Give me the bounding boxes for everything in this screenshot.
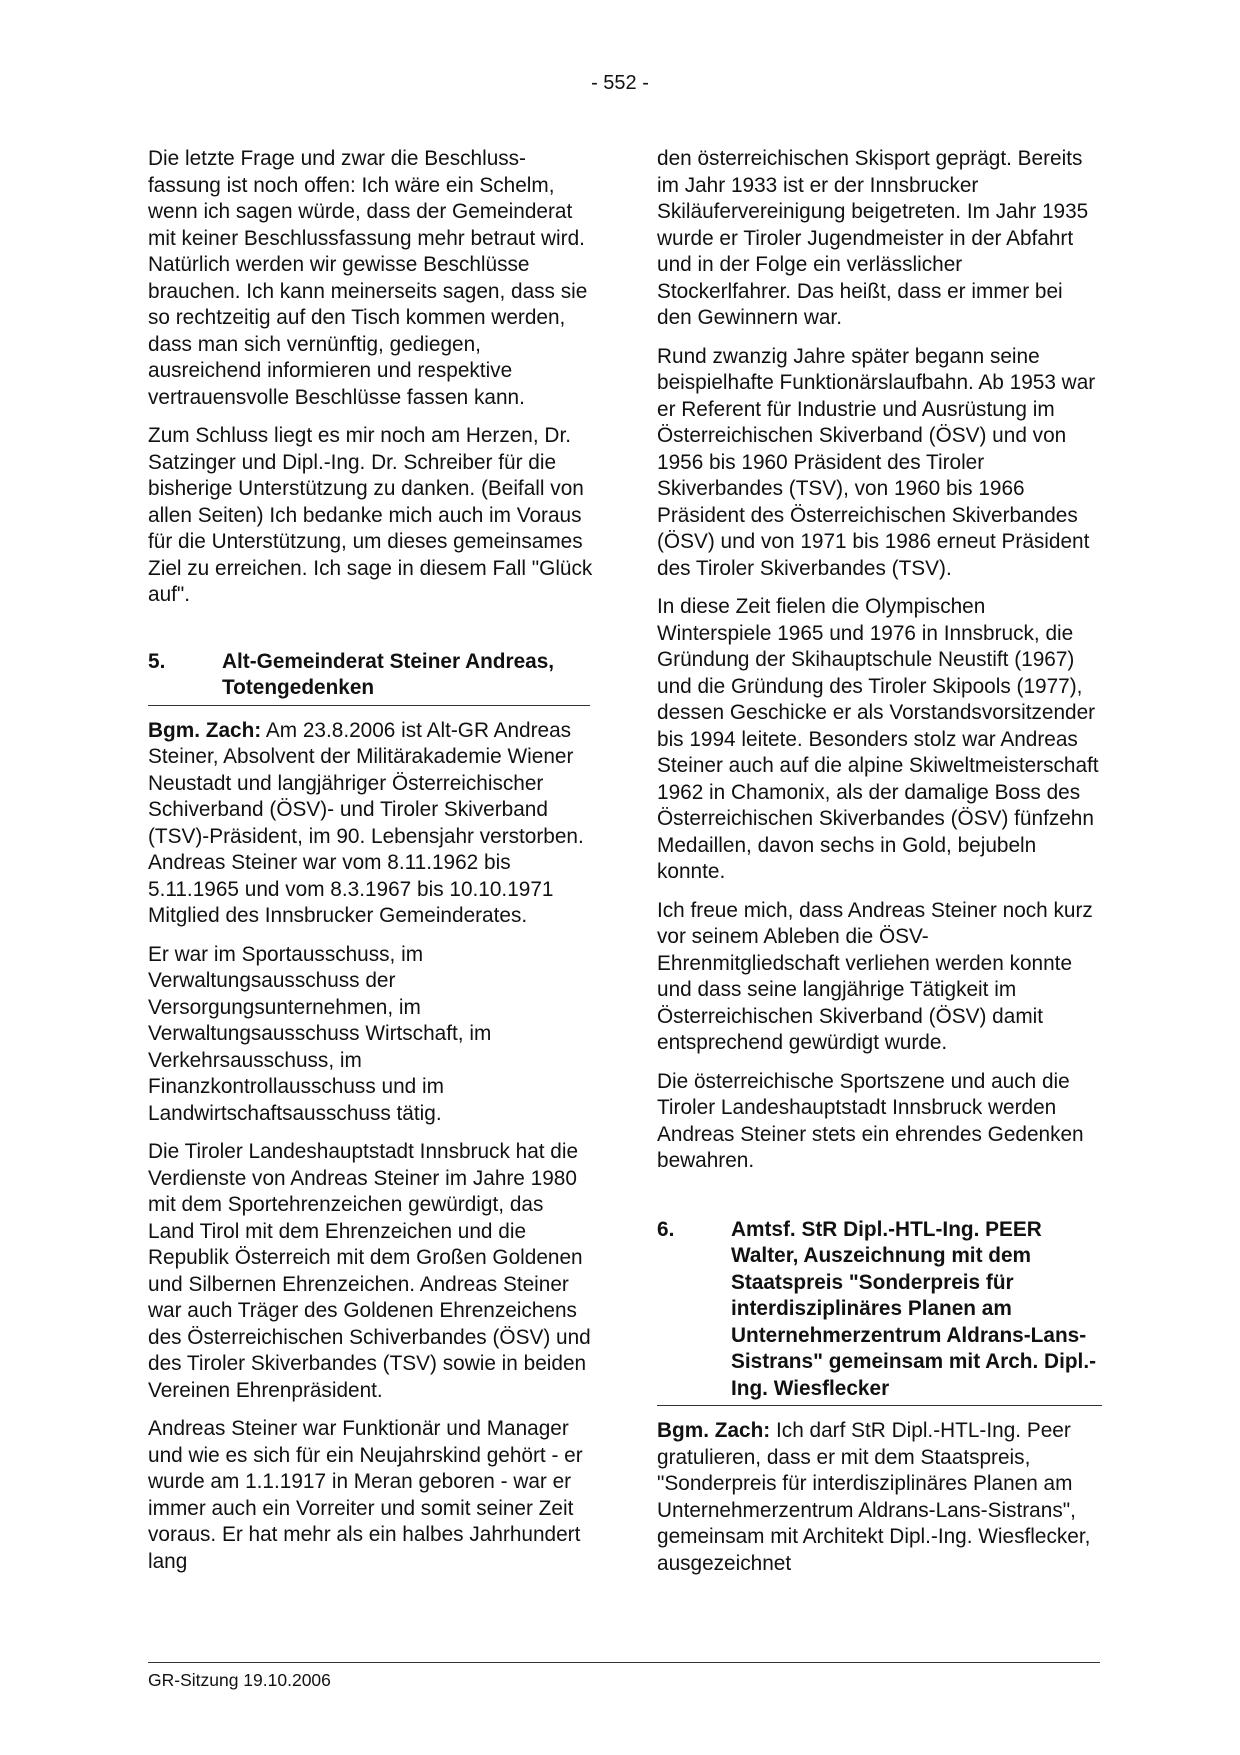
section-5-heading (148, 649, 590, 706)
left-paragraph-2: Zum Schluss liegt es mir noch am Herzen, Dr. Satzinger und Dipl.-Ing. Dr. Schreiber für die bisherige Unterstützung zu danken. (Beifall von allen Seiten) Ich bedanke mich auch im Voraus für die Unterstützung, um dieses gemeinsames Ziel zu erreichen. Ich sage in diesem Fall "Glück auf". (148, 424, 593, 606)
section-6-title: Amtsf. StR Dipl.-HTL-Ing. PEER Walter, Auszeichnung mit dem Staatspreis "Sonderpreis für interdisziplinäres Planen am Unternehmerzentrum Aldrans-Lans-Sistrans" gemeinsam mit Arch. Dipl.-Ing. Wiesflecker (731, 1217, 1097, 1400)
right-paragraph-3: In diese Zeit fielen die Olympischen Winterspiele 1965 und 1976 in Innsbruck, die Gründung der Skihauptschule Neustift (1967) und die Gründung des Tiroler Skipools (1977), dessen Geschicke er als Vorstandsvorsitzender bis 1994 leitete. Besonders stolz war Andreas Steiner auch auf die alpine Skiweltmeisterschaft 1962 in Chamonix, als der damalige Boss des Österreichischen Skiverbandes (ÖSV) fünfzehn Medaillen, davon sechs in Gold, bejubeln konnte. (657, 595, 1099, 883)
right-paragraph-4: Ich freue mich, dass Andreas Steiner noch kurz vor seinem Ableben die ÖSV-Ehrenmitgliedschaft verliehen werden konnte und dass seine langjährige Tätigkeit im Österreichischen Skiverband (ÖSV) damit entsprechend gewürdigt wurde. (657, 898, 1093, 1054)
section-6-heading (657, 1217, 1102, 1407)
left-paragraph-3-text: Am 23.8.2006 ist Alt-GR Andreas Steiner, Absolvent der Militärakademie Wiener Neustadt und langjähriger Österreichischer Schiverband (ÖSV)- und Tiroler Skiverband (TSV)-Präsident, im 90. Lebensjahr verstorben. Andreas Steiner war vom 8.11.1962 bis 5.11.1965 und vom 8.3.1967 bis 10.10.1971 Mitglied des Innsbrucker Gemeinderates. (148, 718, 584, 927)
left-column (148, 146, 593, 1587)
right-paragraph-6-text: Ich darf StR Dipl.-HTL-Ing. Peer gratulieren, dass er mit dem Staatspreis, "Sonderpreis für interdisziplinäres Planen am Unternehmerzentrum Aldrans-Lans-Sistrans", gemeinsam mit Architekt Dipl.-Ing. Wiesflecker, ausgezeichnet (657, 1419, 1091, 1575)
left-paragraph-4: Er war im Sportausschuss, im Verwaltungsausschuss der Versorgungsunternehmen, im Verwaltungsausschuss Wirtschaft, im Verkehrsausschuss, im Finanzkontrollausschuss und im Landwirtschaftsausschuss tätig. (148, 942, 492, 1125)
footer-session-date: GR-Sitzung 19.10.2006 (148, 1670, 331, 1690)
right-paragraph-2: Rund zwanzig Jahre später begann seine beispielhafte Funktionärslaufbahn. Ab 1953 war er Referent für Industrie und Ausrüstung im Österreichischen Skiverband (ÖSV) und von 1956 bis 1960 Präsident des Tiroler Skiverbandes (TSV), von 1960 bis 1966 Präsident des Österreichischen Skiverbandes (ÖSV) und von 1971 bis 1986 erneut Präsident des Tiroler Skiverbandes (TSV). (657, 344, 1096, 580)
right-paragraph-5: Die österreichische Sportszene und auch die Tiroler Landeshauptstadt Innsbruck werden Andreas Steiner stets ein ehrendes Gedenken bewahren. (657, 1069, 1084, 1172)
footer-divider (148, 1662, 1100, 1663)
left-paragraph-5: Die Tiroler Landeshauptstadt Innsbruck hat die Verdienste von Andreas Steiner im Jahre 1980 mit dem Sportehrenzeichen gewürdigt, das Land Tirol mit dem Ehrenzeichen und die Republik Österreich mit dem Großen Goldenen und Silbernen Ehrenzeichen. Andreas Steiner war auch Träger des Goldenen Ehrenzeichens des Österreichischen Schiverbandes (ÖSV) und des Tiroler Skiverbandes (TSV) sowie in beiden Vereinen Ehrenpräsident. (148, 1140, 591, 1402)
right-paragraph-1: den österreichischen Skisport geprägt. Bereits im Jahr 1933 ist er der Innsbrucker Skiläufervereinigung beigetreten. Im Jahr 1935 wurde er Tiroler Jugendmeister in der Abfahrt und in der Folge ein verlässlicher Stockerlfahrer. Das heißt, dass er immer bei den Gewinnern war. (657, 147, 1089, 329)
section-5-title: Alt-Gemeinderat Steiner Andreas, Totengedenken (222, 649, 555, 699)
left-paragraph-6: Andreas Steiner war Funktionär und Manager und wie es sich für ein Neujahrskind gehört - er wurde am 1.1.1917 in Meran geboren - war er immer auch ein Vorreiter und somit seiner Zeit voraus. Er hat mehr als ein halbes Jahrhundert lang (148, 1417, 583, 1573)
page-number: - 552 - (591, 72, 649, 94)
section-6-number: 6. (657, 1217, 675, 1241)
left-paragraph-1: Die letzte Frage und zwar die Beschluss-fassung ist noch offen: Ich wäre ein Schelm, wenn ich sagen würde, dass der Gemeinderat mit keiner Beschlussfassung mehr betraut wird. Natürlich werden wir gewisse Beschlüsse brauchen. Ich kann meinerseits sagen, dass sie so rechtzeitig auf den Tisch kommen werden, dass man sich vernünftig, gediegen, ausreichend informieren und respektive vertrauensvolle Beschlüsse fassen kann. (148, 147, 588, 409)
section-5-number: 5. (148, 649, 166, 673)
speaker-label: Bgm. Zach: (148, 718, 262, 742)
speaker-label: Bgm. Zach: (657, 1419, 771, 1442)
left-paragraph-3 (148, 718, 593, 930)
right-paragraph-6 (657, 1418, 1102, 1577)
right-column (657, 146, 1102, 1589)
